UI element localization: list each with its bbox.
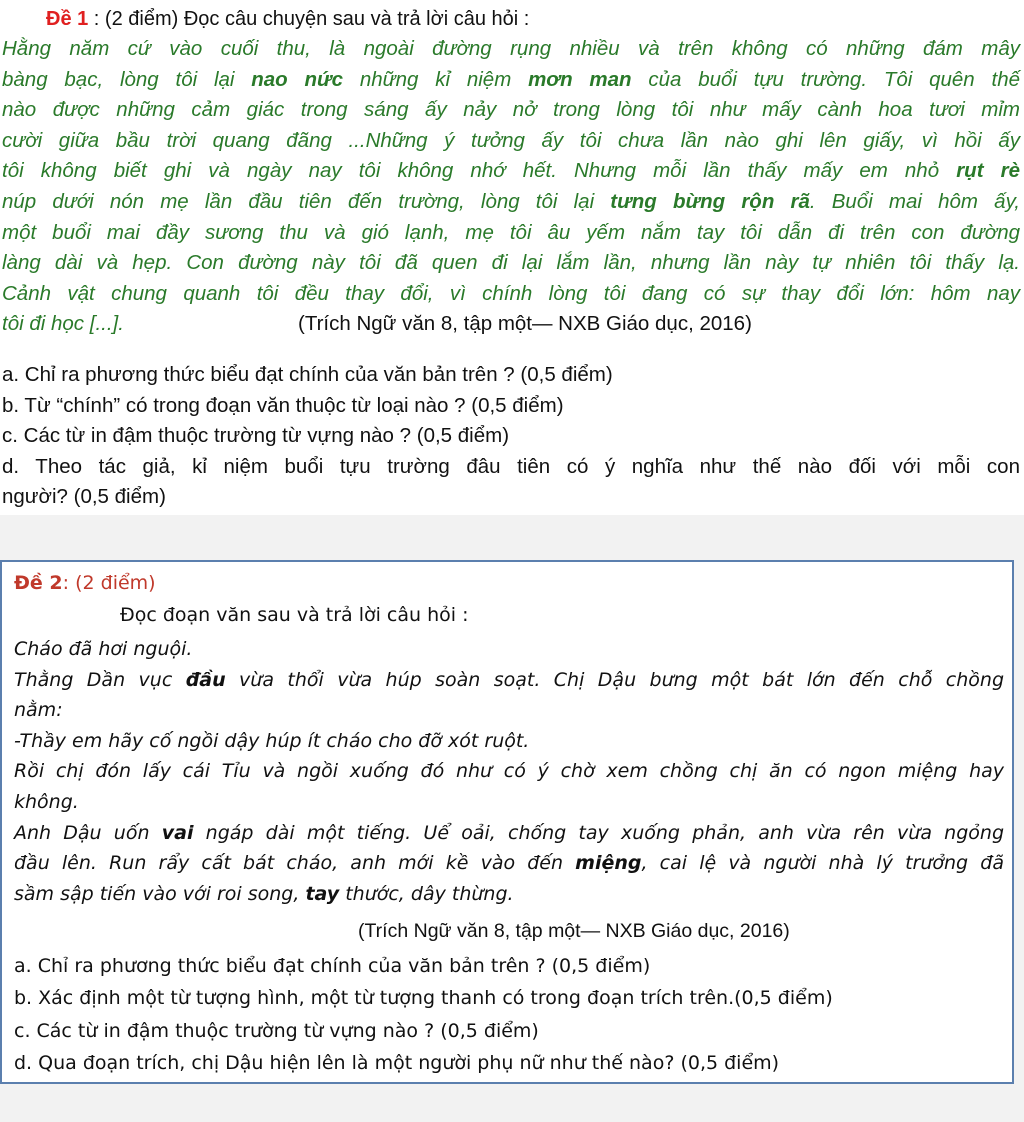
passage-line: Thằng Dần vục đầu vừa thổi vừa húp soàn soạt. Chị Dậu bưng một bát lớn đến chỗ chồng [14, 668, 1005, 691]
exam-2-questions [14, 950, 1004, 1080]
story-line: Hằng năm cứ vào cuối thu, là ngoài đường rụng nhiều và trên không có những đám mây [2, 37, 1020, 60]
exam-2-label: Đề 2 [14, 572, 63, 594]
exam-2-citation: (Trích Ngữ văn 8, tập một— NXB Giáo dục, 2016) [358, 920, 790, 942]
exam-2-section [0, 560, 1014, 1084]
bold-word: nao nức [251, 67, 344, 91]
bold-word: tay [305, 882, 340, 905]
question-d: d. Qua đoạn trích, chị Dậu hiện lên là một người phụ nữ như thế nào? (0,5 điểm) [14, 1052, 780, 1075]
story-line: tôi đi học [...]. (Trích Ngữ văn 8, tập một— NXB Giáo dục, 2016) [2, 309, 1020, 340]
story-line: một buổi mai đầy sương thu và gió lạnh, mẹ tôi âu yếm nắm tay tôi dẫn đi trên con đường [2, 220, 1020, 244]
question-b: b. Từ “chính” có trong đoạn văn thuộc từ loại nào ? (0,5 điểm) [2, 393, 564, 417]
bold-word: rụt rè [956, 159, 1021, 183]
question-c: c. Các từ in đậm thuộc trường từ vựng nào ? (0,5 điểm) [2, 424, 510, 447]
exam-2-passage [14, 634, 1004, 909]
question-d: d. Theo tác giả, kỉ niệm buổi tựu trường đâu tiên có ý nghĩa như thế nào đối với mỗi con [2, 454, 1020, 478]
passage-line: -Thầy em hãy cố ngồi dậy húp ít cháo cho đỡ xót ruột. [14, 729, 530, 752]
exam-1-story [2, 34, 1020, 340]
exam-1-heading-text: : (2 điểm) Đọc câu chuyện sau và trả lời câu hỏi : [88, 8, 530, 30]
story-line: làng dài và hẹp. Con đường này tôi đã quen đi lại lắm lần, nhưng lần này tự nhiên tôi thấy lạ. [2, 251, 1020, 275]
bold-word: mơn man [528, 67, 632, 91]
exam-1-citation: (Trích Ngữ văn 8, tập một— NXB Giáo dục, 2016) [298, 312, 752, 336]
bold-word: vai [161, 821, 194, 844]
exam-1-questions [2, 360, 1020, 513]
bold-word: miệng [575, 852, 642, 875]
passage-line: nằm: [14, 699, 63, 722]
exam-1-section [0, 0, 1024, 515]
story-line: bàng bạc, lòng tôi lại nao nức những kỉ niệm mơn man của buổi tựu trường. Tôi quên thế [2, 67, 1020, 91]
bold-word: tưng bừng rộn rã [610, 189, 810, 213]
exam-2-heading-text: : (2 điểm) [62, 572, 156, 594]
exam-1-heading [46, 6, 529, 32]
story-line: tôi không biết ghi và ngày nay tôi không nhớ hết. Nhưng mỗi lần thấy mấy em nhỏ rụt rè [2, 159, 1021, 183]
story-line: nào được những cảm giác trong sáng ấy nảy nở trong lòng tôi như mấy cành hoa tươi mỉm [2, 98, 1020, 122]
question-a: a. Chỉ ra phương thức biểu đạt chính của văn bản trên ? (0,5 điểm) [2, 363, 613, 386]
passage-line: không. [14, 790, 79, 813]
passage-line: đầu lên. Run rẩy cất bát cháo, anh mới kề vào đến miệng, cai lệ và người nhà lý trưởng đã [14, 852, 1004, 875]
question-b: b. Xác định một từ tượng hình, một từ tượng thanh có trong đoạn trích trên.(0,5 điểm) [14, 987, 833, 1010]
bold-word: đầu [185, 668, 226, 691]
passage-line: sầm sập tiến vào với roi song, tay thước, dây thừng. [14, 882, 514, 905]
question-a: a. Chỉ ra phương thức biểu đạt chính của văn bản trên ? (0,5 điểm) [14, 955, 651, 977]
exam-2-heading [14, 570, 156, 596]
passage-line: Cháo đã hơi nguội. [14, 638, 193, 660]
story-line: cười giữa bầu trời quang đãng ...Những ý tưởng ấy tôi chưa lần nào ghi lên giấy, vì hồi ấy [2, 128, 1020, 152]
exam-1-label: Đề 1 [46, 8, 89, 30]
question-c: c. Các từ in đậm thuộc trường từ vựng nào ? (0,5 điểm) [14, 1019, 539, 1042]
story-line: Cảnh vật chung quanh tôi đều thay đổi, vì chính lòng tôi đang có sự thay đổi lớn: hôm nay [2, 281, 1020, 305]
exam-2-instruction: Đọc đoạn văn sau và trả lời câu hỏi : [120, 604, 469, 626]
passage-line: Rồi chị đón lấy cái Tỉu và ngồi xuống đó như có ý chờ xem chồng chị ăn có ngon miệng hay [14, 760, 1004, 783]
story-line: núp dưới nón mẹ lần đầu tiên đến trường, lòng tôi lại tưng bừng rộn rã. Buổi mai hôm ấy, [2, 189, 1020, 213]
passage-line: Anh Dậu uốn vai ngáp dài một tiếng. Uể oải, chống tay xuống phản, anh vừa rên vừa ngỏng [14, 821, 1004, 844]
question-d-continued: người? (0,5 điểm) [2, 485, 166, 508]
